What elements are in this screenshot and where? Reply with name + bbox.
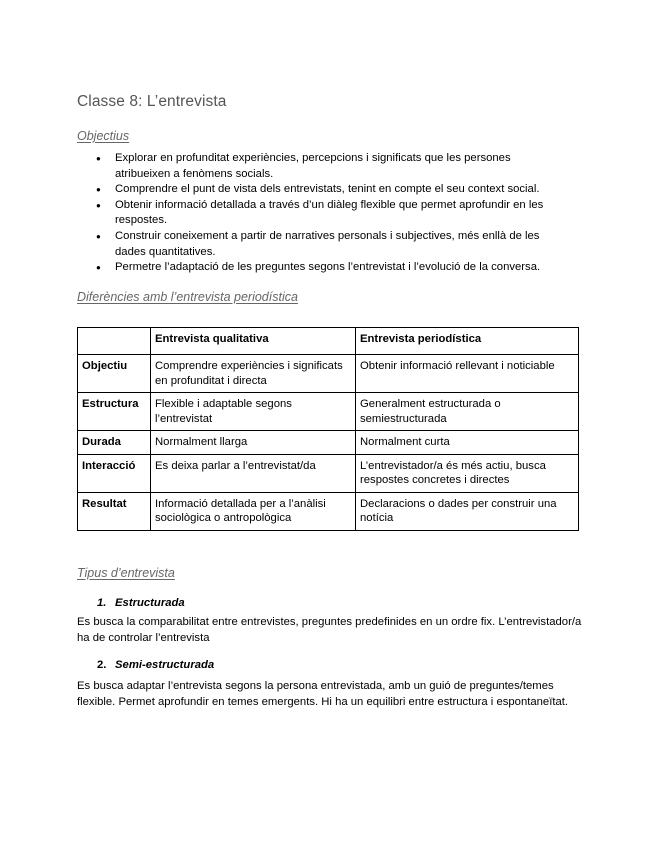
tipus-item-text: Es busca adaptar l’entrevista segons la persona entrevistada, amb un guió de preguntes/temes flexible. Permet aprofundir en temes emergents. Hi ha un equilibri entre estructura i espontaneïtat.	[77, 680, 569, 708]
list-item: ● Comprendre el punt de vista dels entrevistats, tenint en compte el seu context social.	[77, 182, 567, 198]
list-item: ● Obtenir informació detallada a través d’un diàleg flexible que permet aprofundir en les respostes.	[77, 198, 567, 229]
list-item: ● Construir coneixement a partir de narratives personals i subjectives, més enllà de les dades quantitatives.	[77, 229, 567, 260]
tipus-item-heading	[97, 659, 214, 671]
table-header-row	[78, 328, 579, 355]
objectius-list	[77, 151, 567, 276]
table-cell: Normalment llarga	[151, 431, 356, 455]
table-cell: Obtenir informació rellevant i noticiable	[356, 355, 579, 393]
tipus-heading: Tipus d’entrevista	[77, 566, 175, 580]
tipus-item-name: Estructurada	[115, 597, 185, 609]
page-title: Classe 8: L’entrevista	[77, 93, 227, 110]
table-cell: Informació detallada per a l’anàlisi sociològica o antropològica	[151, 492, 356, 530]
diferencies-heading: Diferències amb l’entrevista periodística	[77, 290, 298, 304]
table-cell: Flexible i adaptable segons l’entrevistat	[151, 393, 356, 431]
table-cell: L’entrevistador/a és més actiu, busca respostes concretes i directes	[356, 454, 579, 492]
objectius-heading: Objectius	[77, 129, 130, 143]
table-row	[78, 431, 579, 455]
tipus-item-number: 2.	[97, 659, 107, 671]
tipus-item-number: 1.	[97, 597, 107, 609]
list-item: ● Explorar en profunditat experiències, percepcions i significats que les persones atribueixen a fenòmens socials.	[77, 151, 567, 182]
table-cell: Declaracions o dades per construir una notícia	[356, 492, 579, 530]
table-cell: Generalment estructurada o semiestructurada	[356, 393, 579, 431]
table-header-cell: Entrevista periodística	[356, 328, 579, 355]
table-row	[78, 355, 579, 393]
table-row	[78, 492, 579, 530]
table-row-label: Interacció	[78, 454, 151, 492]
table-row-label: Resultat	[78, 492, 151, 530]
table-cell: Es deixa parlar a l’entrevistat/da	[151, 454, 356, 492]
table-row-label: Objectiu	[78, 355, 151, 393]
tipus-item-text: Es busca la comparabilitat entre entrevistes, preguntes predefinides en un ordre fix. L’entrevistador/a ha de controlar l’entrevista	[77, 616, 582, 644]
table-row-label: Estructura	[78, 393, 151, 431]
table-header-cell: Entrevista qualitativa	[151, 328, 356, 355]
table-row	[78, 454, 579, 492]
list-item: ● Permetre l’adaptació de les preguntes segons l’entrevistat i l’evolució de la conversa.	[77, 260, 567, 276]
table-row-label: Durada	[78, 431, 151, 455]
table-header-cell	[78, 328, 151, 355]
table-row	[78, 393, 579, 431]
tipus-item-heading	[97, 597, 185, 609]
comparison-table	[77, 327, 579, 531]
tipus-item-name: Semi-estructurada	[115, 659, 215, 671]
table-cell: Normalment curta	[356, 431, 579, 455]
table-cell: Comprendre experiències i significats en profunditat i directa	[151, 355, 356, 393]
